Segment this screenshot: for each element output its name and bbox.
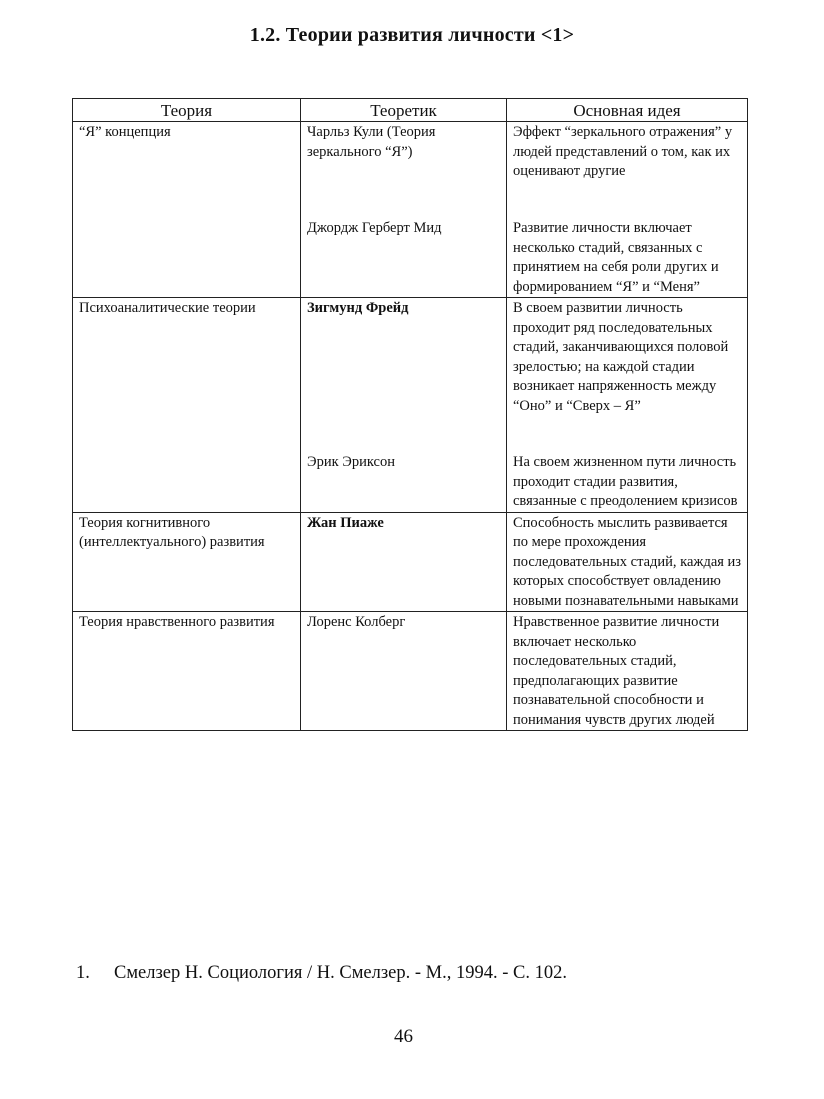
theorist-name: Эрик Эриксон — [307, 454, 395, 470]
footnote-number: 1. — [76, 963, 90, 983]
table-row — [73, 612, 748, 731]
theorist-name: Лоренс Колберг — [307, 614, 406, 630]
theorist-name: Джордж Герберт Мид — [307, 220, 442, 236]
theory-cell: Теория когнитивного (интеллектуального) развития — [73, 512, 301, 612]
theorist-cell — [301, 452, 507, 512]
theorist-name: Чарльз Кули (Теория зеркального “Я”) — [307, 124, 436, 160]
theorist-name: Зигмунд Фрейд — [307, 300, 409, 316]
theorist-cell — [301, 512, 507, 612]
page-title: 1.2. Теории развития личности <1> — [249, 24, 575, 46]
theorist-cell — [301, 298, 507, 453]
theory-cell: Психоаналитические теории — [73, 298, 301, 513]
theorist-cell — [301, 612, 507, 731]
theories-table — [72, 98, 748, 731]
footnote-text: Смелзер Н. Социология / Н. Смелзер. - М., 1994. - С. 102. — [114, 963, 567, 983]
theory-cell: Теория нравственного развития — [73, 612, 301, 731]
table-header-row — [73, 99, 748, 122]
footnote — [76, 963, 567, 984]
idea-cell: Способность мыслить развивается по мере прохождения последовательных стадий, каждая из которых способствует овладению новыми познавательными навыками — [507, 512, 748, 612]
table-row — [73, 298, 748, 453]
idea-cell: Развитие личности включает несколько стадий, связанных с принятием на себя роли других и формированием “Я” и “Меня” — [507, 218, 748, 298]
header-main-idea: Основная идея — [507, 99, 748, 122]
header-theorist: Теоретик — [301, 99, 507, 122]
theory-cell: “Я” концепция — [73, 122, 301, 298]
theorist-cell — [301, 218, 507, 298]
idea-cell: Эффект “зеркального отражения” у людей представлений о том, как их оценивают другие — [507, 122, 748, 219]
idea-cell: На своем жизненном пути личность проходит стадии развития, связанные с преодолением кризисов — [507, 452, 748, 512]
table-row — [73, 512, 748, 612]
idea-cell: Нравственное развитие личности включает несколько последовательных стадий, предполагающих развитие познавательной способности и понимания чувств других людей — [507, 612, 748, 731]
theorist-name: Жан Пиаже — [307, 514, 384, 531]
table-row — [73, 122, 748, 219]
theorist-cell — [301, 122, 507, 219]
header-theory: Теория — [73, 99, 301, 122]
idea-cell: В своем развитии личность проходит ряд последовательных стадий, заканчивающихся половой зрелостью; на каждой стадии возникает напряженность между “Оно” и “Сверх – Я” — [507, 298, 748, 453]
page-number: 46 — [394, 1026, 413, 1047]
